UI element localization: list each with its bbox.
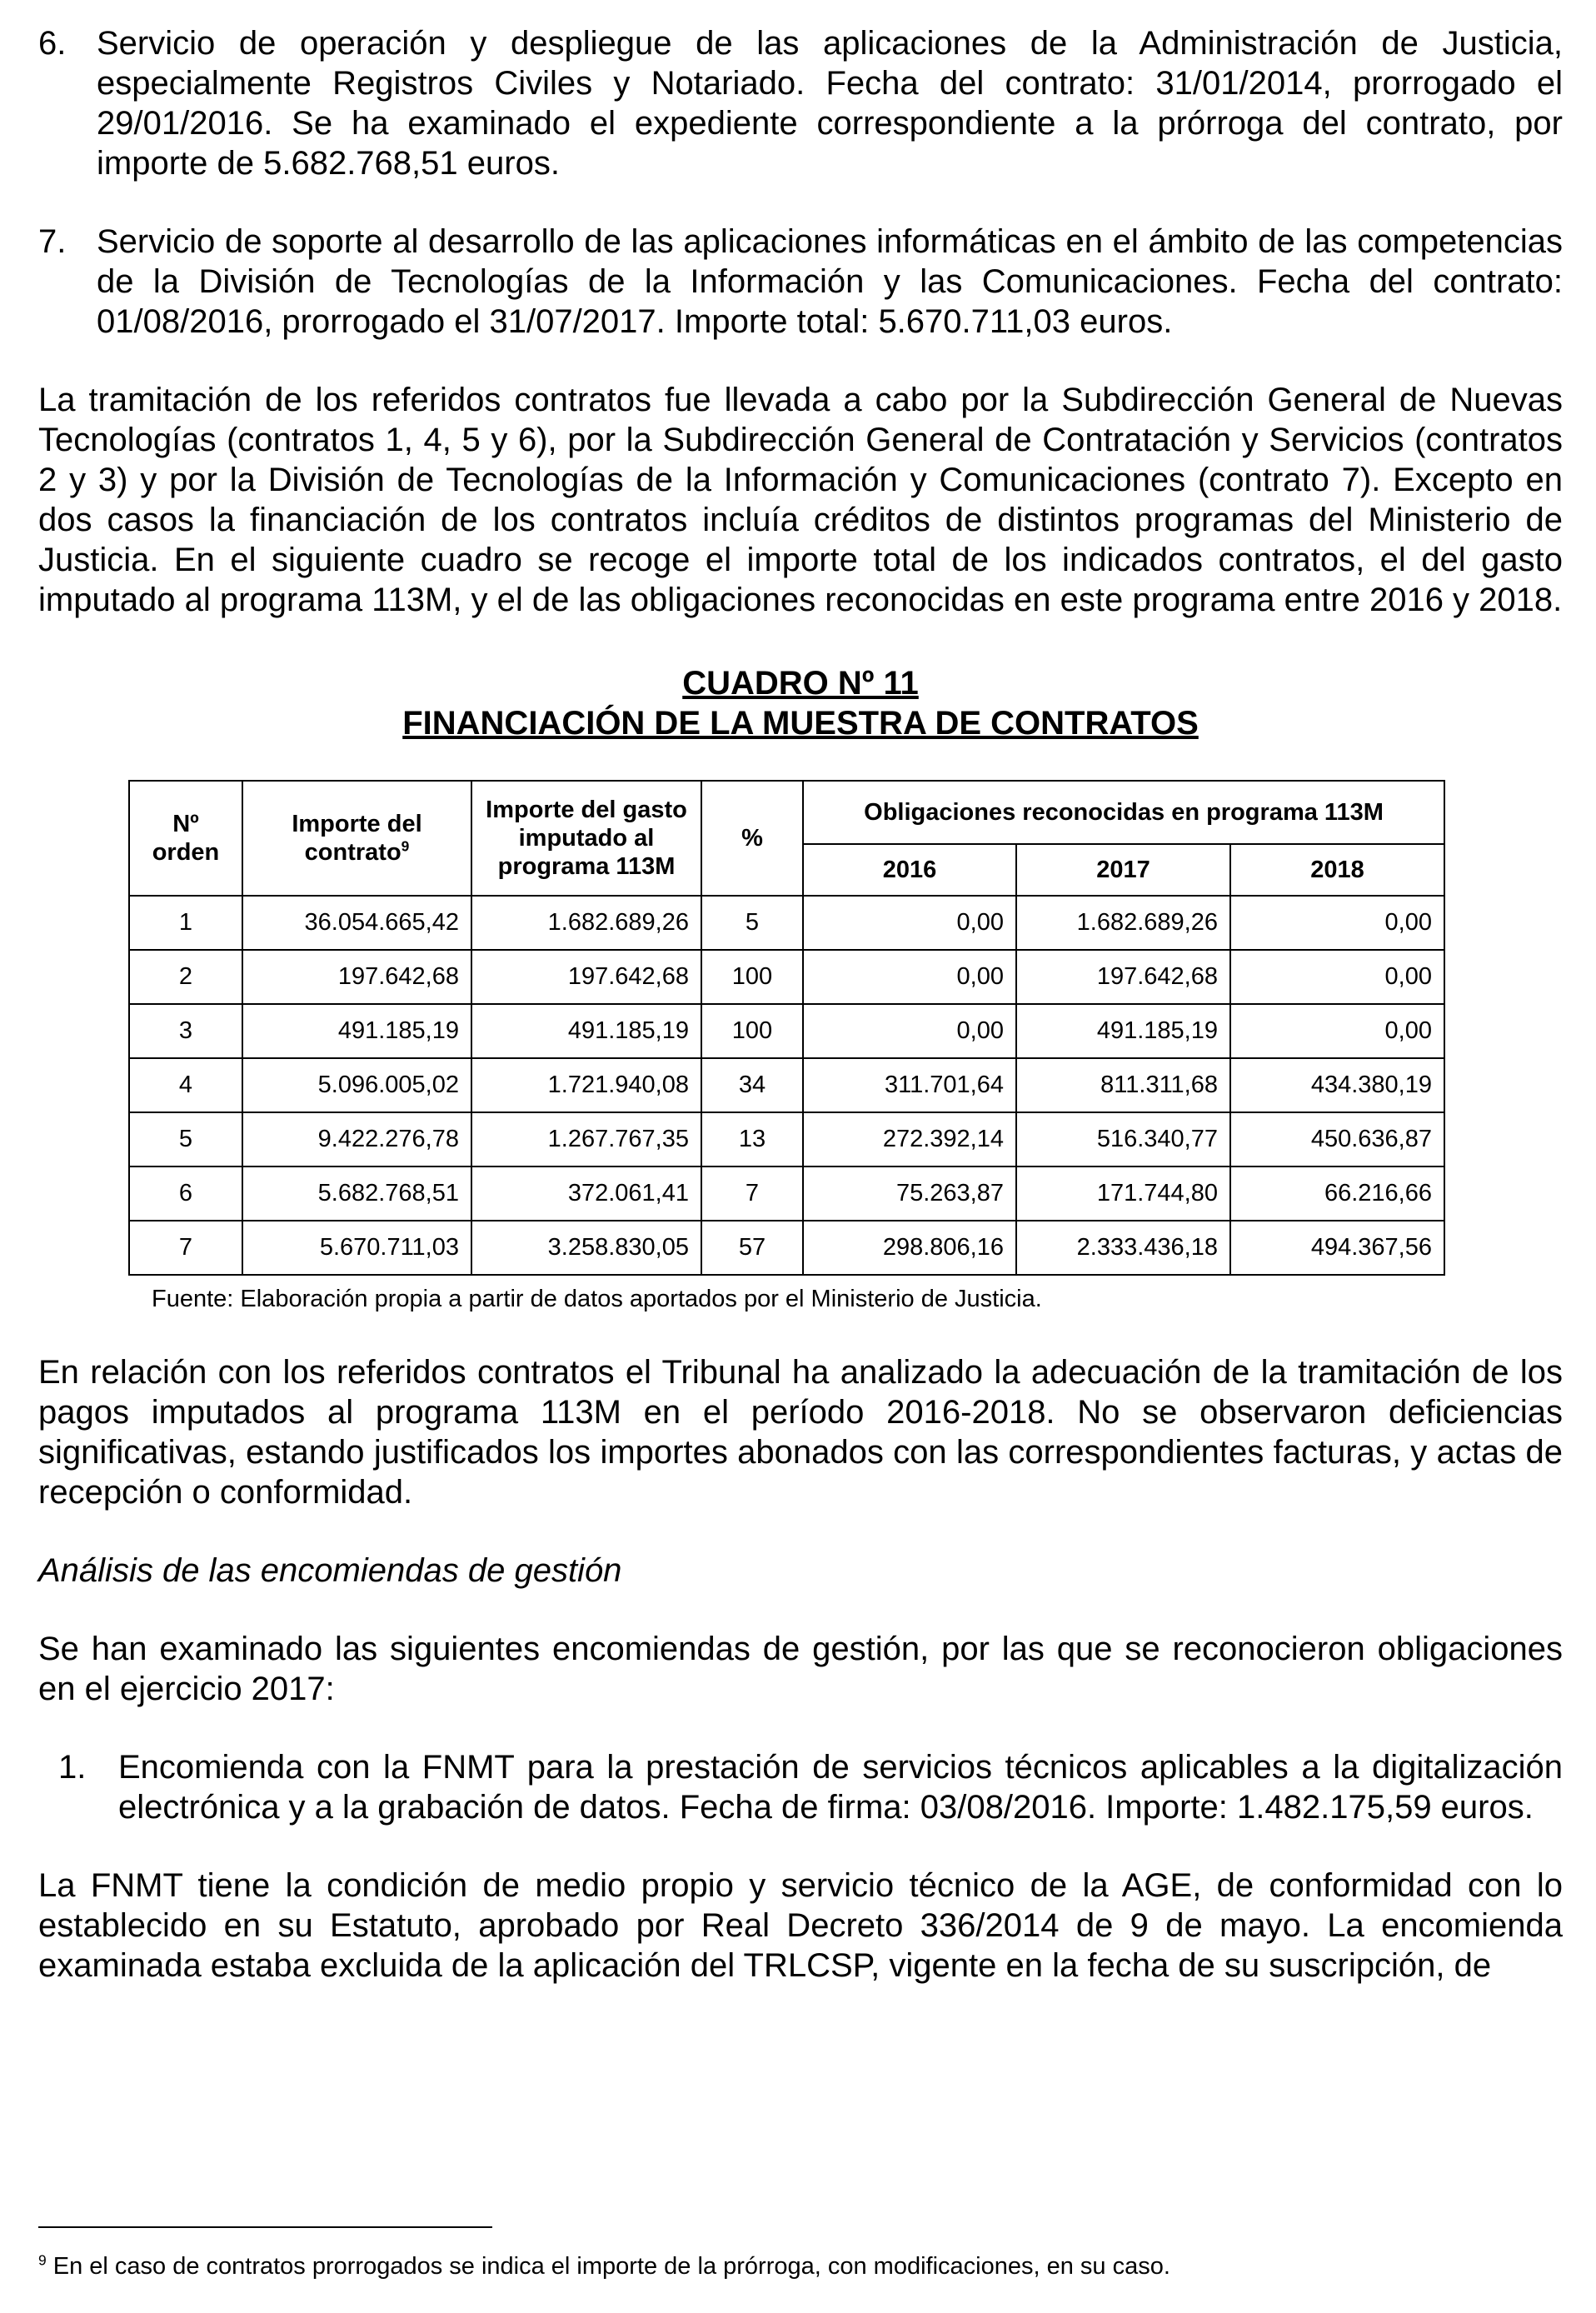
paragraph-examinado: Se han examinado las siguientes encomiendas de gestión, por las que se reconocieron obligaciones en el ejercicio 2017: <box>38 1631 1563 1707</box>
cell-orden: 2 <box>129 950 242 1004</box>
list-item-7 <box>38 222 1563 342</box>
header-2018: 2018 <box>1230 844 1444 896</box>
cell-orden: 5 <box>129 1112 242 1166</box>
cell-2017: 2.333.436,18 <box>1016 1221 1230 1275</box>
cell-gasto: 1.682.689,26 <box>471 896 701 950</box>
cell-2017: 171.744,80 <box>1016 1166 1230 1221</box>
footnote-ref: 9 <box>401 837 410 855</box>
cell-2016: 272.392,14 <box>803 1112 1016 1166</box>
header-obligaciones: Obligaciones reconocidas en programa 113M <box>803 781 1444 844</box>
cell-pct: 57 <box>701 1221 803 1275</box>
cell-orden: 7 <box>129 1221 242 1275</box>
cell-2017: 197.642,68 <box>1016 950 1230 1004</box>
list-text: Servicio de soporte al desarrollo de las aplicaciones informáticas en el ámbito de las competencias de la División de Tecnologías de la Información y las Comunicaciones. Fecha del contrato: 01/08/2016, prorrogado el 31/07/2017. Importe total: 5.670.711,03 euros. <box>97 223 1563 340</box>
cell-gasto: 3.258.830,05 <box>471 1221 701 1275</box>
list-item-encomienda-1 <box>58 1747 1563 1827</box>
cell-2018: 0,00 <box>1230 950 1444 1004</box>
cell-2016: 298.806,16 <box>803 1221 1016 1275</box>
section-heading-encomiendas: Análisis de las encomiendas de gestión <box>38 1552 622 1589</box>
list-number: 1. <box>58 1749 87 1786</box>
cell-2018: 434.380,19 <box>1230 1058 1444 1112</box>
table-row <box>129 1221 1444 1275</box>
list-text: Encomienda con la FNMT para la prestación de servicios técnicos aplicables a la digitalización electrónica y a la grabación de datos. Fecha de firma: 03/08/2016. Importe: 1.482.175,59 euros. <box>118 1749 1563 1826</box>
cell-importe: 5.096.005,02 <box>242 1058 471 1112</box>
cell-pct: 100 <box>701 1004 803 1058</box>
table-title <box>38 663 1563 743</box>
cell-importe: 9.422.276,78 <box>242 1112 471 1166</box>
cell-2016: 75.263,87 <box>803 1166 1016 1221</box>
cell-orden: 3 <box>129 1004 242 1058</box>
list-number: 6. <box>38 25 67 62</box>
cell-2018: 0,00 <box>1230 896 1444 950</box>
cell-importe: 5.670.711,03 <box>242 1221 471 1275</box>
header-importe: Importe del contrato$^9$ <box>242 781 471 896</box>
paragraph-tramitacion: La tramitación de los referidos contratos fue llevada a cabo por la Subdirección General de Nuevas Tecnologías (contratos 1, 4, 5 y 6), por la Subdirección General de Contratación y Servicios (contratos 2 y 3) y por la División de Tecnologías de la Información y Comunicaciones (contrato 7). Excepto en dos casos la financiación de los contratos incluía créditos de distintos programas del Ministerio de Justicia. En el siguiente cuadro se recoge el importe total de los indicados contratos, el del gasto imputado al programa 113M, y el de las obligaciones reconocidas en este programa entre 2016 y 2018. <box>38 382 1563 618</box>
cell-pct: 34 <box>701 1058 803 1112</box>
cell-2016: 0,00 <box>803 896 1016 950</box>
table-row <box>129 1004 1444 1058</box>
table-row <box>129 896 1444 950</box>
cell-2017: 811.311,68 <box>1016 1058 1230 1112</box>
cell-2017: 1.682.689,26 <box>1016 896 1230 950</box>
header-gasto: Importe del gasto imputado al programa 113M <box>471 781 701 896</box>
cell-2016: 311.701,64 <box>803 1058 1016 1112</box>
table-row <box>129 950 1444 1004</box>
table-source: Fuente: Elaboración propia a partir de datos aportados por el Ministerio de Justicia. <box>152 1286 1042 1312</box>
cell-importe: 36.054.665,42 <box>242 896 471 950</box>
cell-gasto: 372.061,41 <box>471 1166 701 1221</box>
cell-2017: 516.340,77 <box>1016 1112 1230 1166</box>
footnote-text: En el caso de contratos prorrogados se indica el importe de la prórroga, con modificaciones, en su caso. <box>46 2253 1170 2280</box>
header-2016: 2016 <box>803 844 1016 896</box>
cell-2017: 491.185,19 <box>1016 1004 1230 1058</box>
cell-2018: 450.636,87 <box>1230 1112 1444 1166</box>
cell-pct: 7 <box>701 1166 803 1221</box>
table-title-line1: CUADRO Nº 11 <box>682 665 919 702</box>
cell-pct: 5 <box>701 896 803 950</box>
header-pct: % <box>701 781 803 896</box>
header-orden: Nº orden <box>129 781 242 896</box>
cell-2018: 66.216,66 <box>1230 1166 1444 1221</box>
header-2017: 2017 <box>1016 844 1230 896</box>
cell-importe: 5.682.768,51 <box>242 1166 471 1221</box>
cell-orden: 4 <box>129 1058 242 1112</box>
cell-orden: 6 <box>129 1166 242 1221</box>
list-text: Servicio de operación y despliegue de las aplicaciones de la Administración de Justicia, especialmente Registros Civiles y Notariado. Fecha del contrato: 31/01/2014, prorrogado el 29/01/2016. Se ha examinado el expediente correspondiente a la prórroga del contrato, por importe de 5.682.768,51 euros. <box>97 25 1563 182</box>
footnote-mark: 9 <box>38 2251 47 2269</box>
list-item-6 <box>38 23 1563 183</box>
cell-2018: 494.367,56 <box>1230 1221 1444 1275</box>
table-title-line2: FINANCIACIÓN DE LA MUESTRA DE CONTRATOS <box>402 705 1199 742</box>
table-row <box>129 1058 1444 1112</box>
cell-2016: 0,00 <box>803 1004 1016 1058</box>
table-row <box>129 1112 1444 1166</box>
footnote-separator <box>38 2226 492 2228</box>
footnote <box>38 2250 1170 2283</box>
cell-pct: 100 <box>701 950 803 1004</box>
document-page <box>38 23 1563 1986</box>
cell-importe: 491.185,19 <box>242 1004 471 1058</box>
cell-importe: 197.642,68 <box>242 950 471 1004</box>
cell-orden: 1 <box>129 896 242 950</box>
cell-pct: 13 <box>701 1112 803 1166</box>
paragraph-relacion: En relación con los referidos contratos el Tribunal ha analizado la adecuación de la tramitación de los pagos imputados al programa 113M en el período 2016-2018. No se observaron deficiencias significativas, estando justificados los importes abonados con las correspondientes facturas, y actas de recepción o conformidad. <box>38 1354 1563 1511</box>
cell-gasto: 197.642,68 <box>471 950 701 1004</box>
list-number: 7. <box>38 223 67 260</box>
cell-gasto: 1.721.940,08 <box>471 1058 701 1112</box>
cell-gasto: 1.267.767,35 <box>471 1112 701 1166</box>
financing-table <box>128 780 1445 1276</box>
cell-2016: 0,00 <box>803 950 1016 1004</box>
table-row <box>129 1166 1444 1221</box>
cell-2018: 0,00 <box>1230 1004 1444 1058</box>
paragraph-fnmt: La FNMT tiene la condición de medio propio y servicio técnico de la AGE, de conformidad con lo establecido en su Estatuto, aprobado por Real Decreto 336/2014 de 9 de mayo. La encomienda examinada estaba excluida de la aplicación del TRLCSP, vigente en la fecha de su suscripción, de <box>38 1867 1563 1984</box>
cell-gasto: 491.185,19 <box>471 1004 701 1058</box>
